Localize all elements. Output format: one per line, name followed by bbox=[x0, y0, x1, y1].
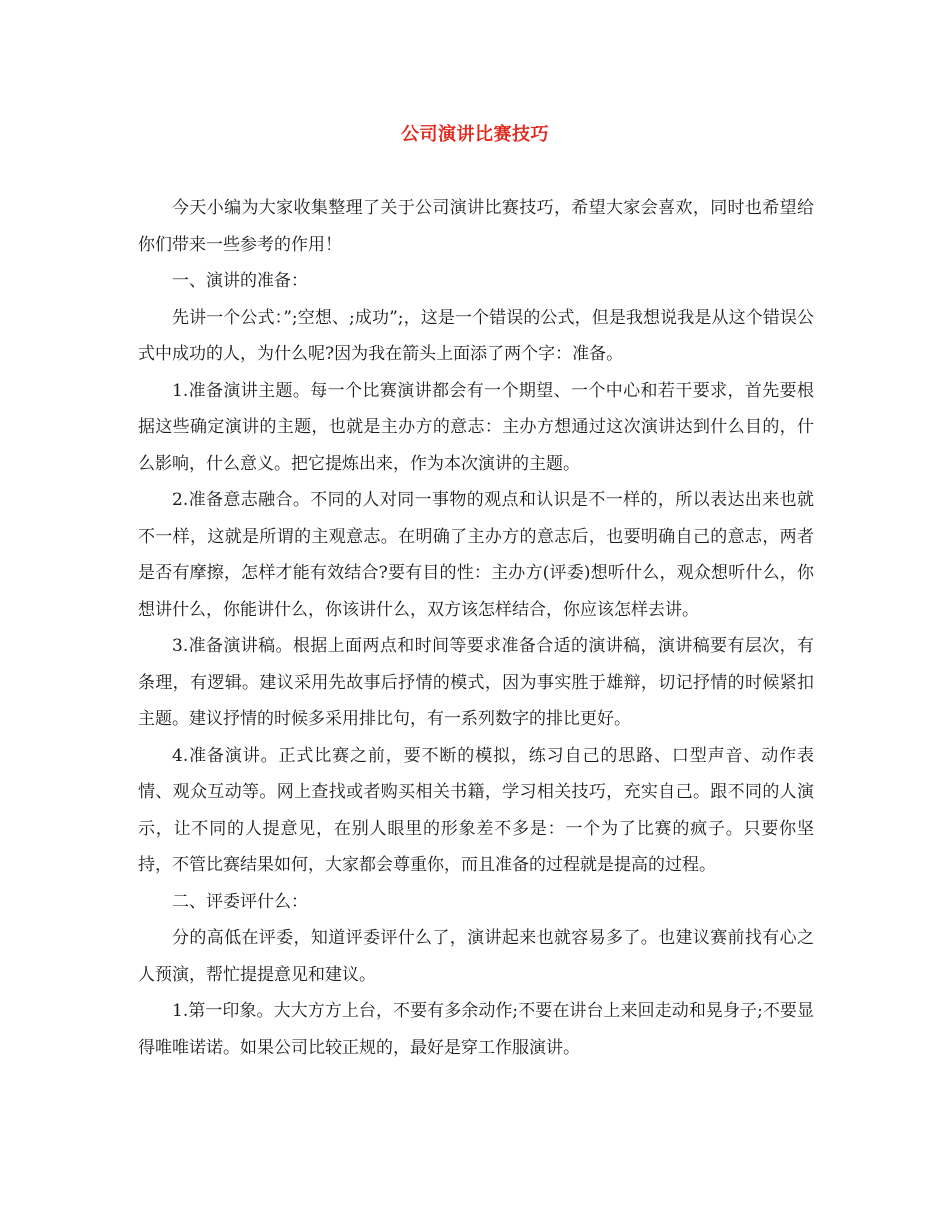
paragraph-prepare-speech: 4.准备演讲。正式比赛之前，要不断的模拟，练习自己的思路、口型声音、动作表情、观众互动等。网上查找或者购买相关书籍，学习相关技巧，充实自己。跟不同的人演示，让不同的人提意见，在别人眼里的形象差不多是：一个为了比赛的疯子。只要你坚持，不管比赛结果如何，大家都会尊重你，而且准备的过程就是提高的过程。 bbox=[138, 745, 814, 875]
document-title: 公司演讲比赛技巧 bbox=[401, 124, 549, 145]
paragraph-prepare-will: 2.准备意志融合。不同的人对同一事物的观点和认识是不一样的，所以表达出来也就不一样，这就是所谓的主观意志。在明确了主办方的意志后，也要明确自己的意志，两者是否有摩擦，怎样才能有效结合?要有目的性：主办方(评委)想听什么，观众想听什么，你想讲什么，你能讲什么，你该讲什么，双方该怎样结合，你应该怎样去讲。 bbox=[138, 490, 814, 620]
section-heading-preparation: 一、演讲的准备： bbox=[172, 271, 308, 291]
section-heading-judges: 二、评委评什么： bbox=[172, 891, 308, 912]
paragraph-prepare-topic: 1.准备演讲主题。每一个比赛演讲都会有一个期望、一个中心和若干要求，首先要根据这些确定演讲的主题，也就是主办方的意志：主办方想通过这次演讲达到什么目的，什么影响，什么意义。把它提炼出来，作为本次演讲的主题。 bbox=[138, 380, 814, 474]
paragraph-judges-intro: 分的高低在评委，知道评委评什么了，演讲起来也就容易多了。也建议赛前找有心之人预演，帮忙提提意见和建议。 bbox=[138, 928, 814, 985]
paragraph-prepare-script: 3.准备演讲稿。根据上面两点和时间等要求准备合适的演讲稿，演讲稿要有层次，有条理，有逻辑。建议采用先故事后抒情的模式，因为事实胜于雄辩，切记抒情的时候紧扣主题。建议抒情的时候多采用排比句，有一系列数字的排比更好。 bbox=[138, 636, 814, 729]
paragraph-first-impression: 1.第一印象。大大方方上台，不要有多余动作;不要在讲台上来回走动和晃身子;不要显得唯唯诺诺。如果公司比较正规的，最好是穿工作服演讲。 bbox=[138, 1001, 814, 1058]
paragraph-formula: 先讲一个公式：”;空想、;成功”;，这是一个错误的公式，但是我想说我是从这个错误公式中成功的人，为什么呢?因为我在箭头上面添了两个字：准备。 bbox=[138, 307, 814, 364]
document-body bbox=[138, 190, 814, 1066]
intro-paragraph: 今天小编为大家收集整理了关于公司演讲比赛技巧，希望大家会喜欢，同时也希望给你们带来一些参考的作用！ bbox=[138, 198, 814, 255]
